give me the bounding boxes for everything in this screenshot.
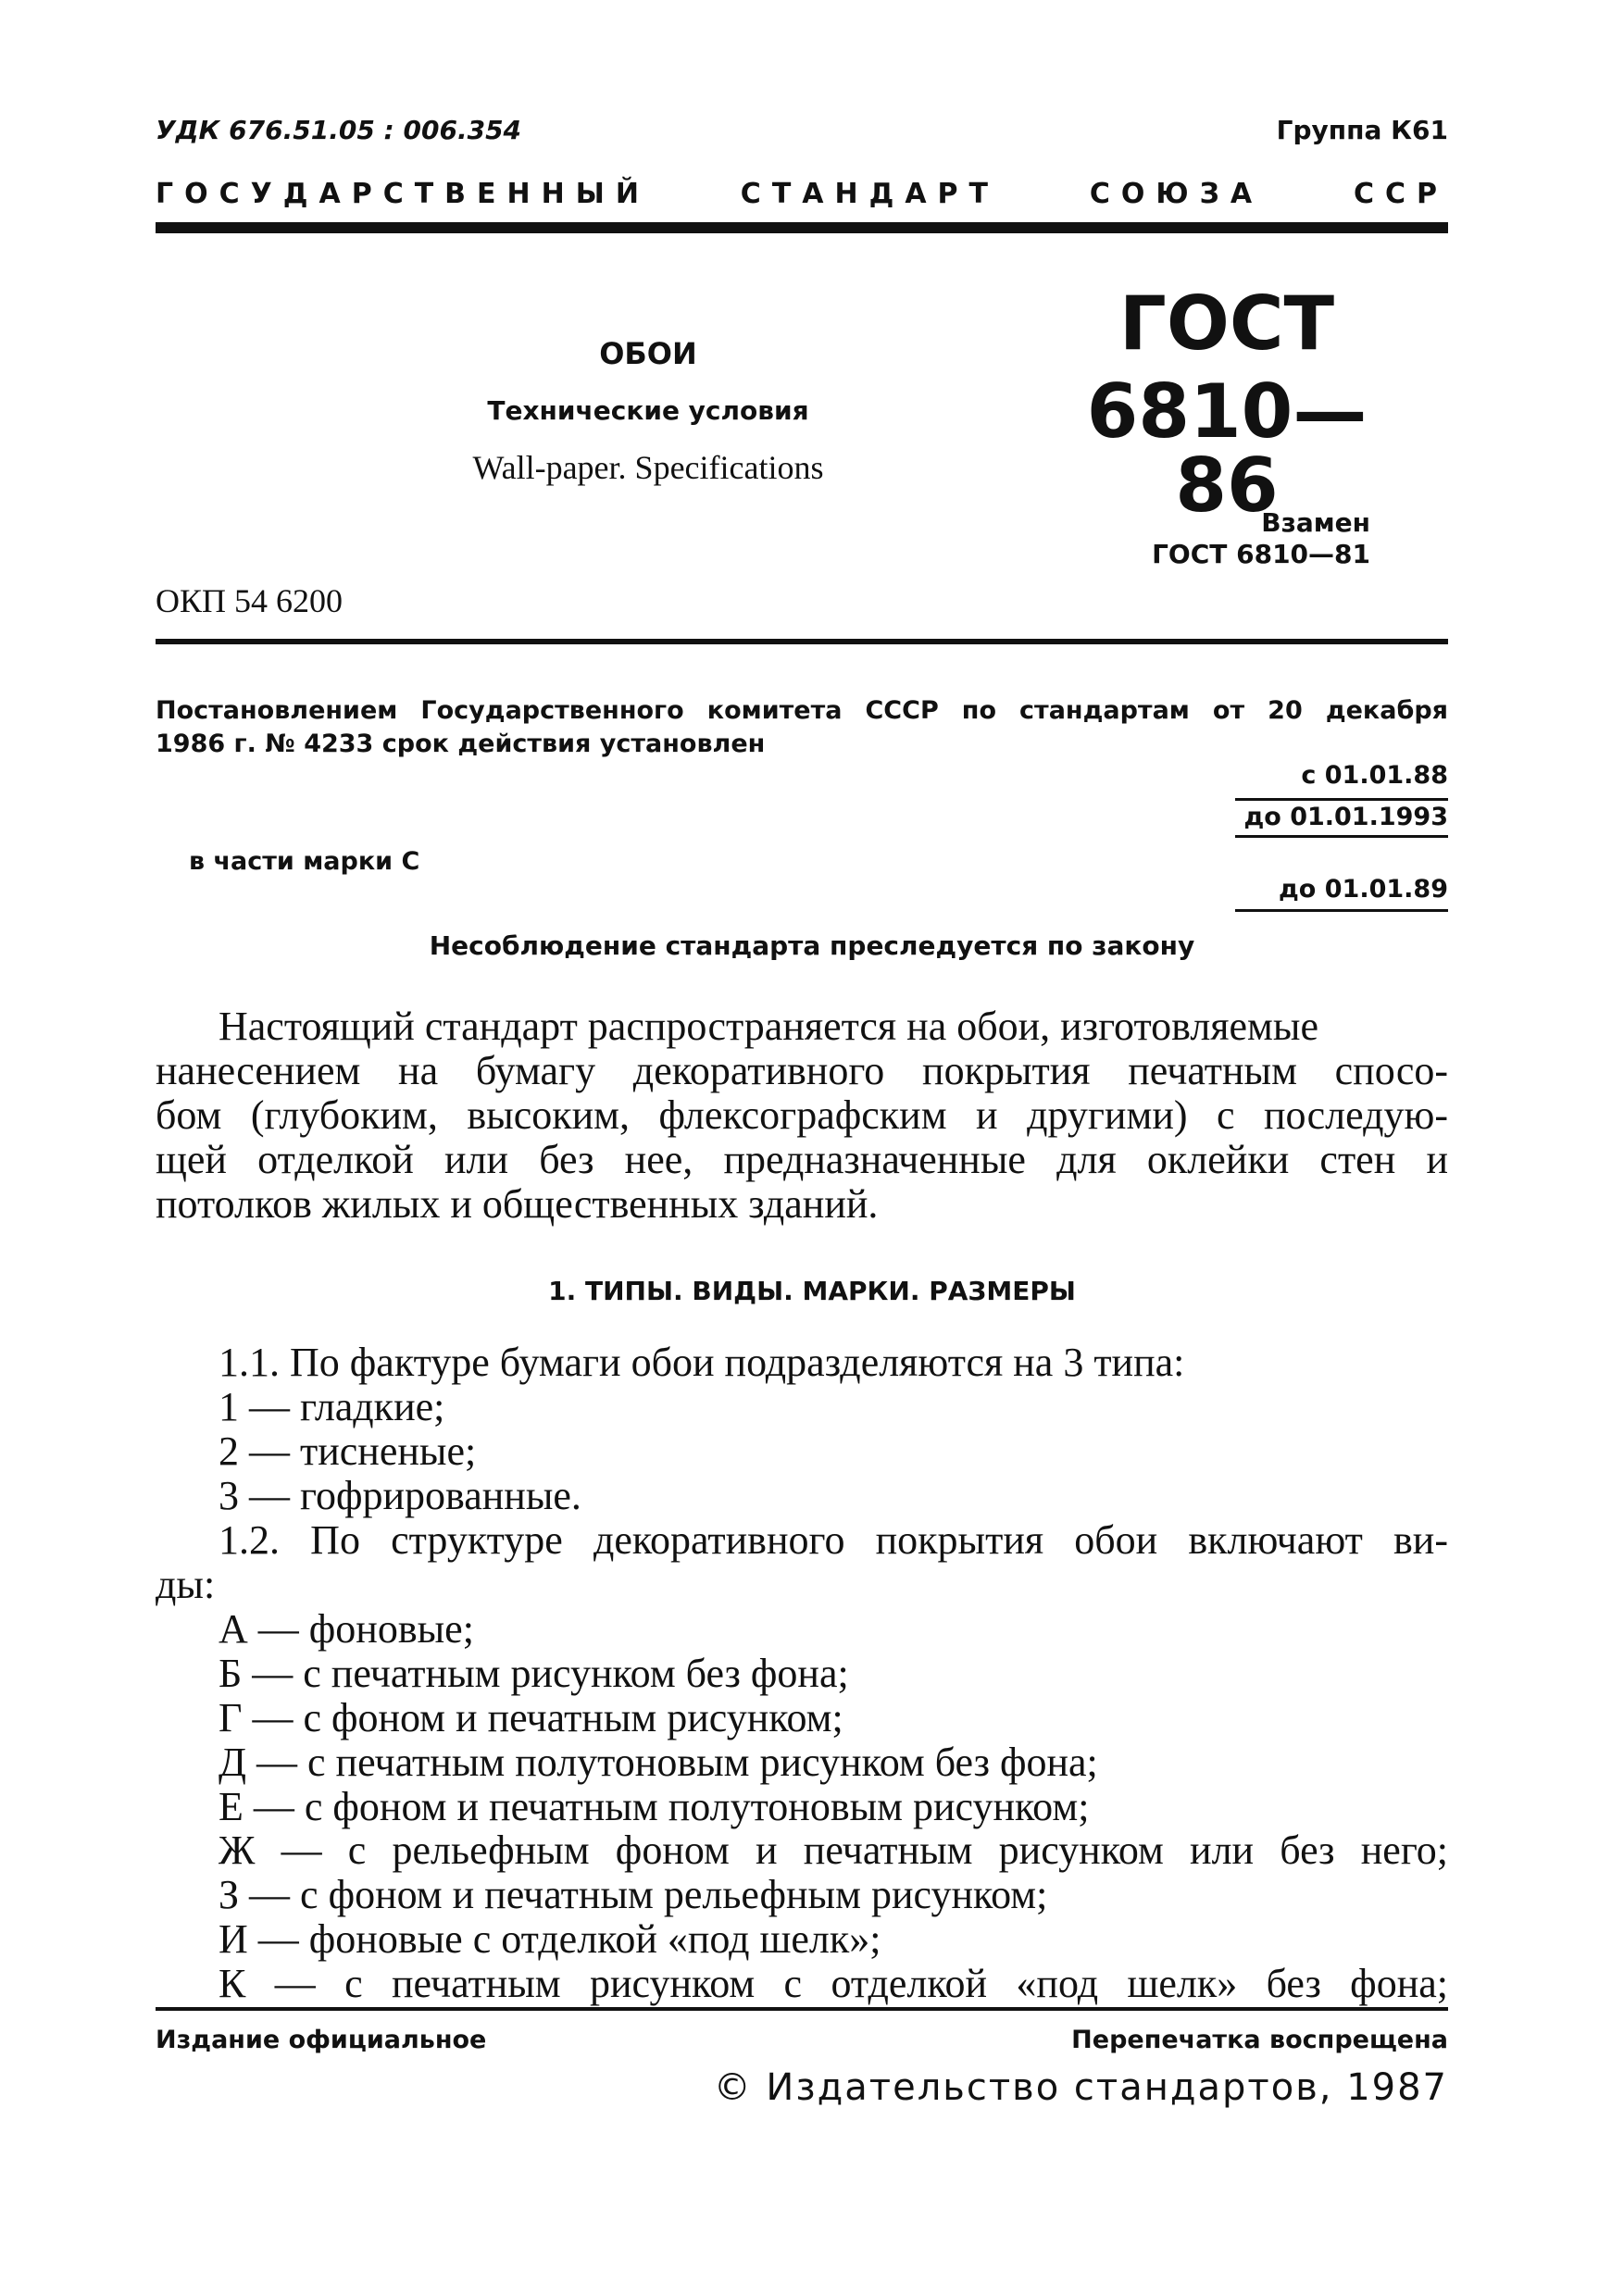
banner-title: ГОСУДАРСТВЕННЫЙ СТАНДАРТ СОЮЗА ССР [156, 178, 1448, 210]
intro-line-1: Настоящий стандарт распространяется на обои, изготовляемые [219, 1004, 1318, 1049]
section-heading: 1. ТИПЫ. ВИДЫ. МАРКИ. РАЗМЕРЫ [548, 1276, 1076, 1306]
mark-c-until: до 01.01.89 [1235, 875, 1448, 912]
document-title: ОБОИ [599, 336, 697, 371]
kind-item: З — с фоном и печатным рельефным рисунком; [219, 1872, 1048, 1918]
type-item: 1 — гладкие; [219, 1383, 445, 1429]
replaces-value: ГОСТ 6810—81 [1152, 539, 1370, 569]
group-code: Группа К61 [1276, 115, 1448, 145]
kind-item: Е — с фоном и печатным полутоновым рисунком; [219, 1783, 1090, 1829]
kind-item: Г — с фоном и печатным рисунком; [219, 1694, 843, 1740]
english-title: Wall-paper. Specifications [472, 449, 824, 486]
kind-item: Б — с печатным рисунком без фона; [219, 1650, 849, 1696]
decree-line-2: 1986 г. № 4233 срок действия установлен [156, 730, 766, 758]
type-item: 2 — тисненые; [219, 1428, 477, 1474]
kind-item: Д — с печатным полутоновым рисунком без фона; [219, 1739, 1098, 1785]
okp-code: ОКП 54 6200 [156, 582, 344, 619]
clause-1-1: 1.1. По фактуре бумаги обои подразделяются на 3 типа: [219, 1340, 1185, 1385]
intro-line-5: потолков жилых и общественных зданий. [156, 1180, 879, 1227]
kind-item: А — фоновые; [219, 1605, 474, 1652]
gost-number: 6810—86 [1086, 368, 1368, 529]
banner-rule [156, 222, 1448, 233]
intro-paragraph [156, 1004, 1448, 1227]
effective-dates [1235, 761, 1448, 838]
decree-line-1: Постановлением Государственного комитета СССР по стандартам от 20 декабря [156, 696, 1448, 725]
reprint-notice: Перепечатка воспрещена [1071, 2026, 1448, 2054]
document-subtitle: Технические условия [487, 395, 809, 426]
effective-from: с 01.01.88 [1301, 761, 1448, 790]
clause-1-2-cont: ды: [156, 1561, 216, 1607]
udk-code: УДК 676.51.05 : 006.354 [156, 115, 522, 145]
gost-label: ГОСТ [1118, 281, 1335, 367]
clause-1-2: 1.2. По структуре декоративного покрытия обои включают ви- [219, 1516, 1448, 1563]
publisher-copyright: © Издательство стандартов, 1987 [713, 2066, 1448, 2109]
official-edition: Издание официальное [156, 2026, 487, 2054]
kind-item: К — с печатным рисунком с отделкой «под шелк» без фона; [219, 1961, 1448, 2007]
section-body [156, 1341, 1448, 2006]
title-rule [156, 639, 1448, 644]
type-item: 3 — гофрированные. [219, 1472, 581, 1518]
intro-line-3: бом (глубоким, высоким, флексографским и другими) с последую- [156, 1091, 1448, 1138]
law-notice: Несоблюдение стандарта преследуется по закону [429, 930, 1195, 961]
effective-until: до 01.01.1993 [1235, 798, 1448, 838]
kind-item: Ж — с рельефным фоном и печатным рисунком или без него; [219, 1827, 1448, 1874]
replaces-label: Взамен [1261, 507, 1370, 538]
intro-line-4: щей отделкой или без нее, предназначенные для оклейки стен и [156, 1136, 1448, 1182]
mark-c-label: в части марки С [189, 847, 420, 876]
kind-item: И — фоновые с отделкой «под шелк»; [219, 1916, 881, 1963]
intro-line-2: нанесением на бумагу декоративного покрытия печатным спосо- [156, 1047, 1448, 1093]
footer-rule [156, 2007, 1448, 2011]
